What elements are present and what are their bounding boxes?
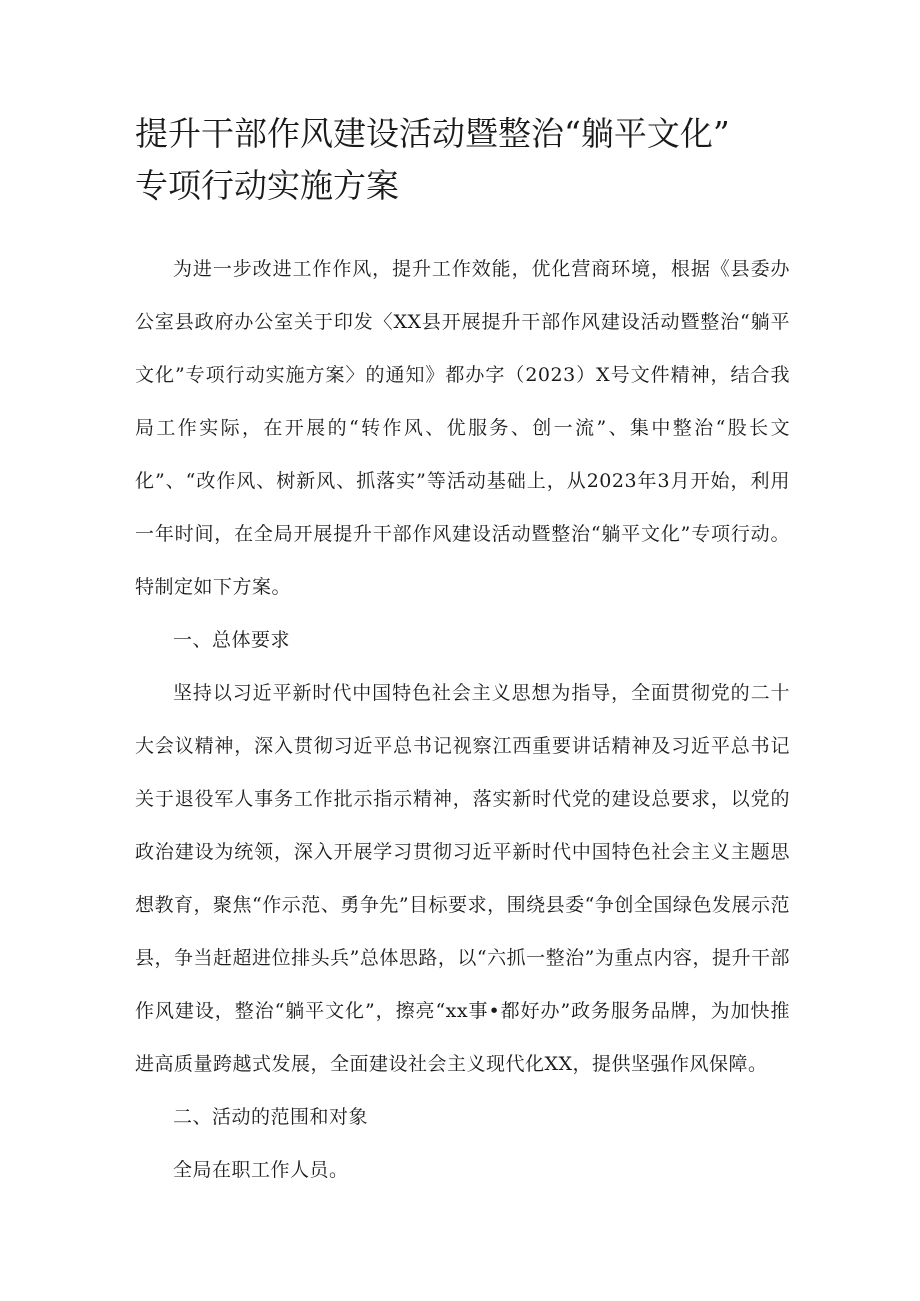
document-body	[135, 243, 790, 1197]
section-2-heading: 二、活动的范围和对象	[173, 1106, 369, 1128]
section-2-paragraph: 全局在职工作人员。	[173, 1159, 349, 1181]
section-1-paragraph: 坚持以习近平新时代中国特色社会主义思想为指导，全面贯彻党的二十大会议精神，深入贯彻习近平总书记视察江西重要讲话精神及习近平总书记关于退役军人事务工作批示指示精神，落实新时代党的建设总要求，以党的政治建设为统领，深入开展学习贯彻习近平新时代中国特色社会主义主题思想教育，聚焦“作示范、勇争先”目标要求，围绕县委“争创全国绿色发展示范县，争当赶超进位排头兵”总体思路，以“六抓一整治”为重点内容，提升干部作风建设，整治“躺平文化”，擦亮“xx事•都好办”政务服务品牌，为加快推进高质量跨越式发展，全面建设社会主义现代化XX，提供坚强作风保障。	[135, 682, 790, 1075]
title-line-2: 专项行动实施方案	[135, 166, 399, 205]
section-1-heading: 一、总体要求	[173, 629, 291, 651]
intro-paragraph: 为进一步改进工作作风，提升工作效能，优化营商环境，根据《县委办公室县政府办公室关于印发〈XX县开展提升干部作风建设活动暨整治“躺平文化”专项行动实施方案〉的通知》都办字（2023）X号文件精神，结合我局工作实际，在开展的“转作风、优服务、创一流”、集中整治“股长文化”、“改作风、树新风、抓落实”等活动基础上，从2023年3月开始，利用一年时间，在全局开展提升干部作风建设活动暨整治“躺平文化”专项行动。特制定如下方案。	[135, 258, 790, 598]
document-title	[135, 108, 835, 212]
title-line-1: 提升干部作风建设活动暨整治“躺平文化”	[135, 114, 730, 153]
